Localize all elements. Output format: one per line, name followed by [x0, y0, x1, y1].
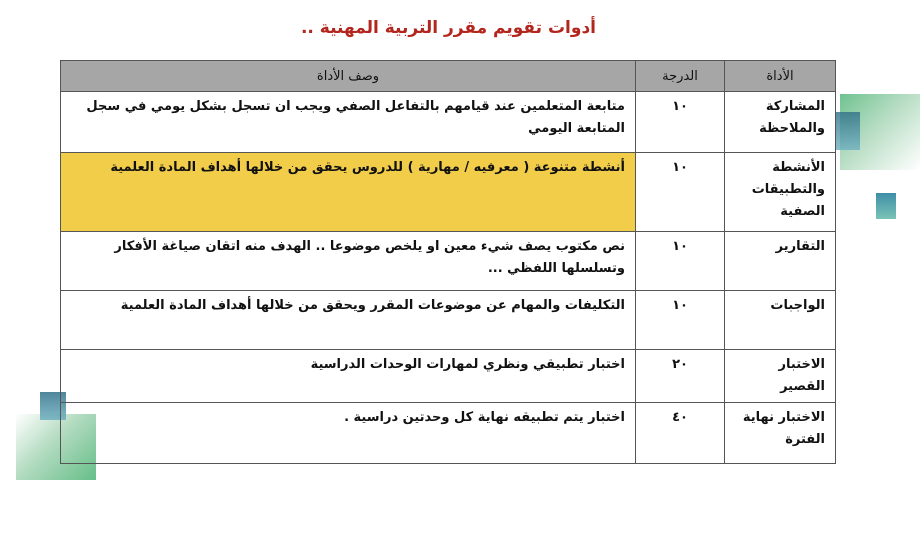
page-title: أدوات تقويم مقرر التربية المهنية .. — [300, 18, 596, 38]
table-header-row — [61, 61, 836, 92]
table-row — [61, 153, 836, 232]
tool-cell: الأنشطة والتطبيقات الصفية — [725, 153, 836, 232]
grade-cell: ١٠ — [636, 92, 725, 153]
description-cell-highlighted: أنشطة متنوعة ( معرفيه / مهارية ) للدروس يحقق من خلالها أهداف المادة العلمية — [61, 153, 636, 232]
decorative-teal-bar-right — [836, 112, 860, 150]
header-tool: الأداة — [725, 61, 836, 92]
table-row — [61, 350, 836, 403]
grade-cell: ٤٠ — [636, 403, 725, 464]
assessment-tools-table — [60, 60, 836, 464]
description-cell: التكليفات والمهام عن موضوعات المقرر ويحقق من خلالها أهداف المادة العلمية — [61, 291, 636, 350]
table-row — [61, 92, 836, 153]
tool-cell: التقارير — [725, 232, 836, 291]
decorative-teal-small-square — [876, 193, 896, 219]
grade-cell: ١٠ — [636, 291, 725, 350]
description-cell: متابعة المتعلمين عند قيامهم بالتفاعل الصفي ويجب ان تسجل بشكل يومي في سجل المتابعة اليومي — [61, 92, 636, 153]
description-cell: اختبار يتم تطبيقه نهاية كل وحدتين دراسية . — [61, 403, 636, 464]
header-description: وصف الأداة — [61, 61, 636, 92]
grade-cell: ٢٠ — [636, 350, 725, 403]
tool-cell: الاختبار القصير — [725, 350, 836, 403]
grade-cell: ١٠ — [636, 153, 725, 232]
table-row — [61, 232, 836, 291]
description-cell: اختبار تطبيقي ونظري لمهارات الوحدات الدراسية — [61, 350, 636, 403]
tool-cell: الواجبات — [725, 291, 836, 350]
description-cell: نص مكتوب يصف شيء معين او يلخص موضوعا .. الهدف منه اتقان صياغة الأفكار وتسلسلها اللفظي ... — [61, 232, 636, 291]
tool-cell: المشاركة والملاحظة — [725, 92, 836, 153]
table-row — [61, 403, 836, 464]
header-grade: الدرجة — [636, 61, 725, 92]
table-row — [61, 291, 836, 350]
tool-cell: الاختبار نهاية الفترة — [725, 403, 836, 464]
grade-cell: ١٠ — [636, 232, 725, 291]
